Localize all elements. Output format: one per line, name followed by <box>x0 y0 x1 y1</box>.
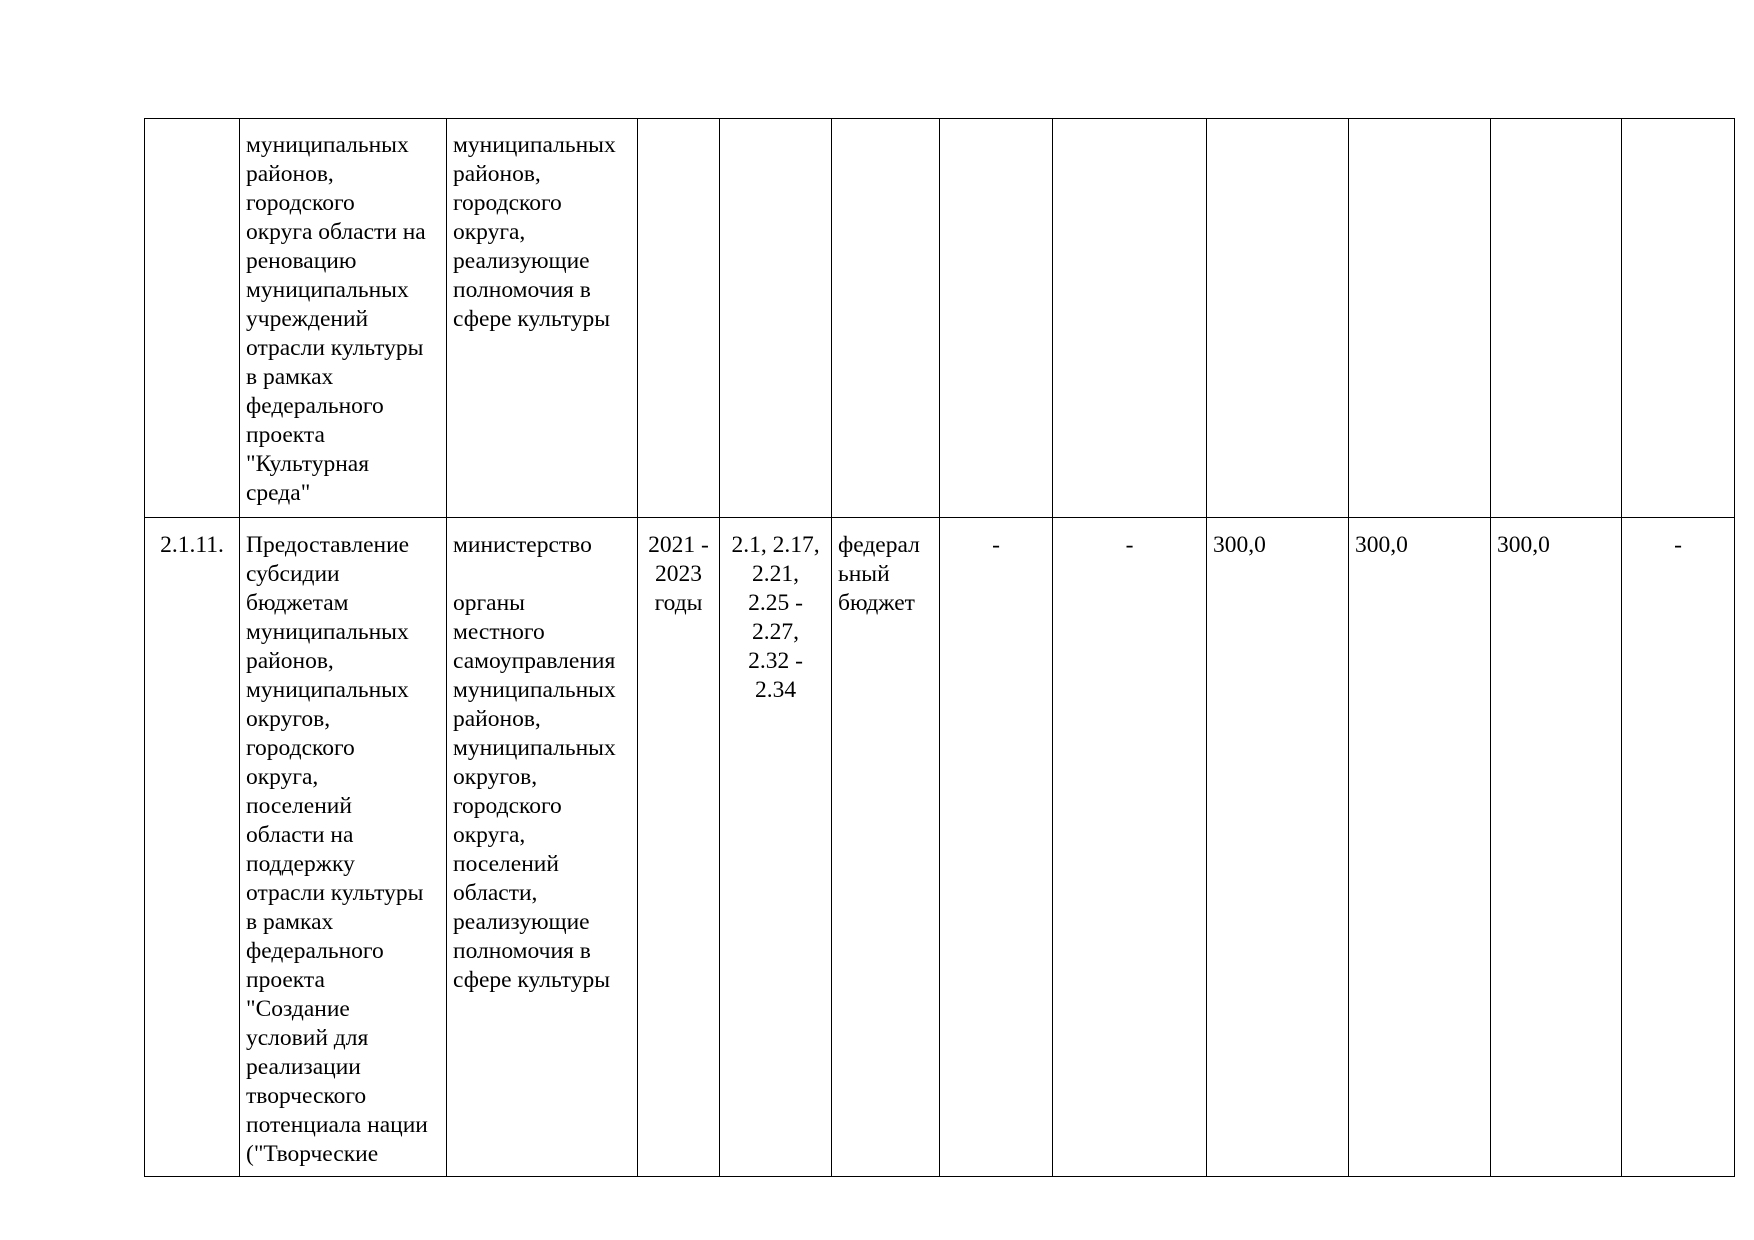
program-activities-table <box>144 118 1735 1177</box>
cell-value-1 <box>940 119 1053 518</box>
cell-value-5: 300,0 <box>1491 518 1622 1177</box>
cell-value-2 <box>1053 119 1207 518</box>
cell-period: 2021 - 2023 годы <box>638 518 720 1177</box>
cell-funding-source <box>832 119 940 518</box>
cell-value-3 <box>1207 119 1349 518</box>
cell-activity-name: муниципальных районов, городского округа области на реновацию муниципальных учреждений отрасли культуры в рамках федерального проекта "Культурная среда" <box>240 119 447 518</box>
cell-indicators <box>720 119 832 518</box>
cell-value-1: - <box>940 518 1053 1177</box>
table-row <box>145 119 1735 518</box>
cell-value-6: - <box>1622 518 1735 1177</box>
table-row <box>145 518 1735 1177</box>
cell-activity-name: Предоставление субсидии бюджетам муниципальных районов, муниципальных округов, городского округа, поселений области на поддержку отрасли культуры в рамках федерального проекта "Создание условий для реализации творческого потенциала нации ("Творческие <box>240 518 447 1177</box>
cell-value-2: - <box>1053 518 1207 1177</box>
cell-executor: муниципальных районов, городского округа, реализующие полномочия в сфере культуры <box>447 119 638 518</box>
cell-executor: министерство органы местного самоуправления муниципальных районов, муниципальных округов, городского округа, поселений области, реализующие полномочия в сфере культуры <box>447 518 638 1177</box>
cell-period <box>638 119 720 518</box>
cell-value-6 <box>1622 119 1735 518</box>
cell-number <box>145 119 240 518</box>
cell-value-3: 300,0 <box>1207 518 1349 1177</box>
cell-number: 2.1.11. <box>145 518 240 1177</box>
cell-funding-source: федерал ьный бюджет <box>832 518 940 1177</box>
cell-indicators: 2.1, 2.17, 2.21, 2.25 - 2.27, 2.32 - 2.34 <box>720 518 832 1177</box>
cell-value-4 <box>1349 119 1491 518</box>
cell-value-5 <box>1491 119 1622 518</box>
cell-value-4: 300,0 <box>1349 518 1491 1177</box>
